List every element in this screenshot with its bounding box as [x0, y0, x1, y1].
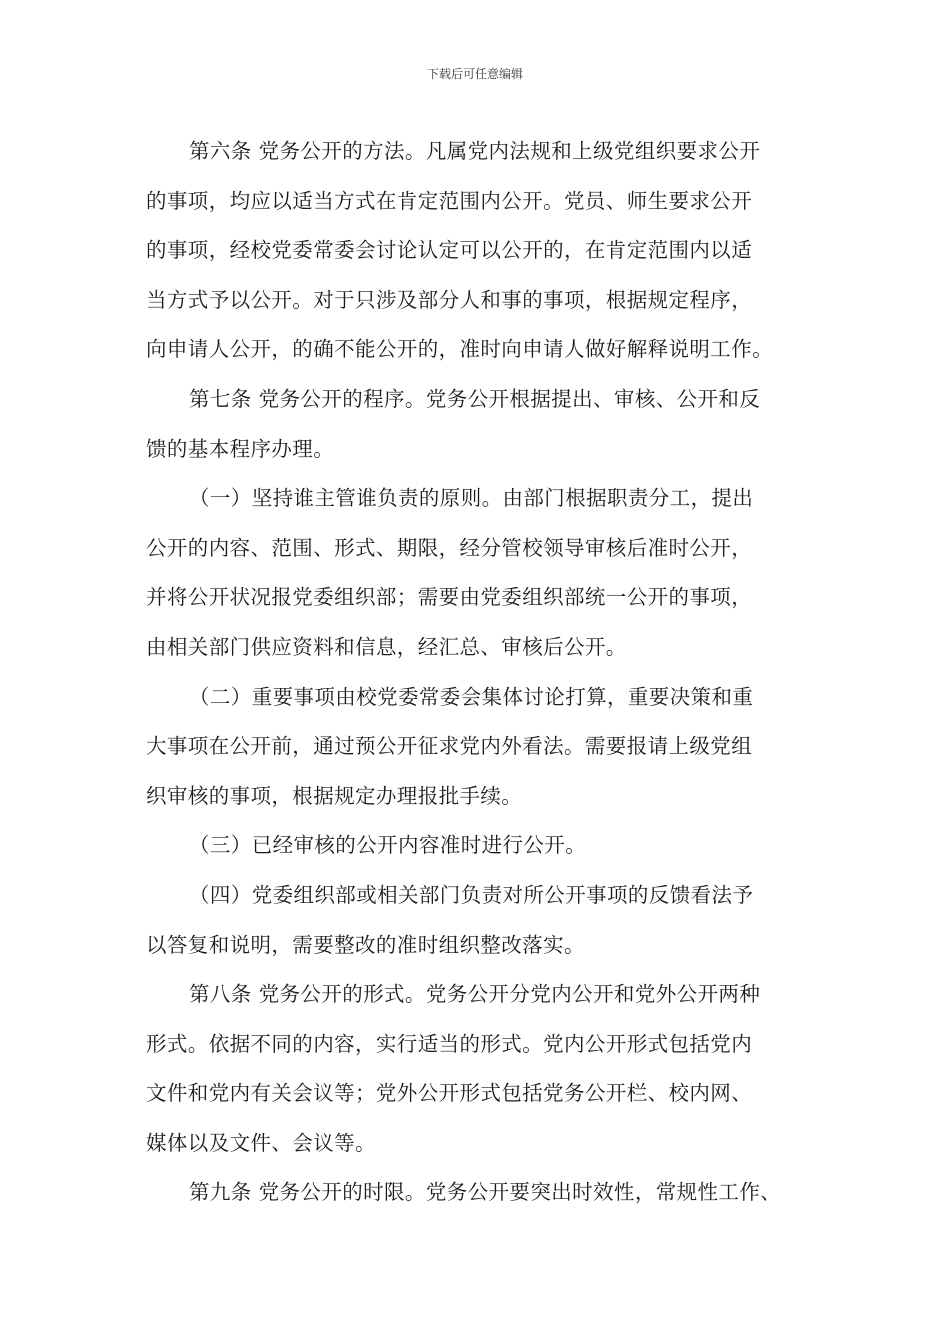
article-9-line-1: 第九条 党务公开的时限。党务公开要突出时效性，常规性工作、	[189, 1180, 782, 1205]
article-7-line-2: 馈的基本程序办理。	[146, 436, 335, 461]
item-1-line-3: 并将公开状况报党委组织部；需要由党委组织部统一公开的事项，	[146, 585, 753, 610]
item-1-line-4: 由相关部门供应资料和信息，经汇总、审核后公开。	[146, 634, 627, 659]
article-8-line-2: 形式。依据不同的内容，实行适当的形式。党内公开形式包括党内	[146, 1031, 753, 1056]
item-1-line-1: （一）坚持谁主管谁负责的原则。由部门根据职责分工，提出	[189, 486, 754, 511]
page-header: 下载后可任意编辑	[426, 67, 523, 81]
article-6-line-1: 第六条 党务公开的方法。凡属党内法规和上级党组织要求公开	[189, 139, 761, 163]
item-4-line-2: 以答复和说明，需要整改的准时组织整改落实。	[146, 932, 585, 957]
item-2-line-2: 大事项在公开前，通过预公开征求党内外看法。需要报请上级党组	[146, 734, 753, 759]
article-6-line-2: 的事项，均应以适当方式在肯定范围内公开。党员、师生要求公开	[146, 188, 753, 213]
article-6-line-5: 向申请人公开，的确不能公开的，准时向申请人做好解释说明工作。	[146, 337, 773, 362]
item-2-line-3: 织审核的事项，根据规定办理报批手续。	[146, 783, 523, 808]
article-8-line-4: 媒体以及文件、会议等。	[146, 1130, 376, 1155]
article-6-line-3: 的事项，经校党委常委会讨论认定可以公开的，在肯定范围内以适	[146, 238, 753, 263]
item-2-line-1: （二）重要事项由校党委常委会集体讨论打算，重要决策和重	[189, 684, 754, 709]
item-1-line-2: 公开的内容、范围、形式、期限，经分管校领导审核后准时公开，	[146, 535, 753, 560]
article-7-line-1: 第七条 党务公开的程序。党务公开根据提出、审核、公开和反	[189, 386, 761, 411]
document-body	[146, 127, 826, 1218]
article-8-line-1: 第八条 党务公开的形式。党务公开分党内公开和党外公开两种	[189, 982, 761, 1007]
item-4-line-1: （四）党委组织部或相关部门负责对所公开事项的反馈看法予	[189, 882, 754, 907]
article-8-line-3: 文件和党内有关会议等；党外公开形式包括党务公开栏、校内网、	[146, 1081, 753, 1106]
item-3-line-1: （三）已经审核的公开内容准时进行公开。	[189, 833, 587, 858]
article-6-line-4: 当方式予以公开。对于只涉及部分人和事的事项，根据规定程序，	[146, 287, 753, 312]
